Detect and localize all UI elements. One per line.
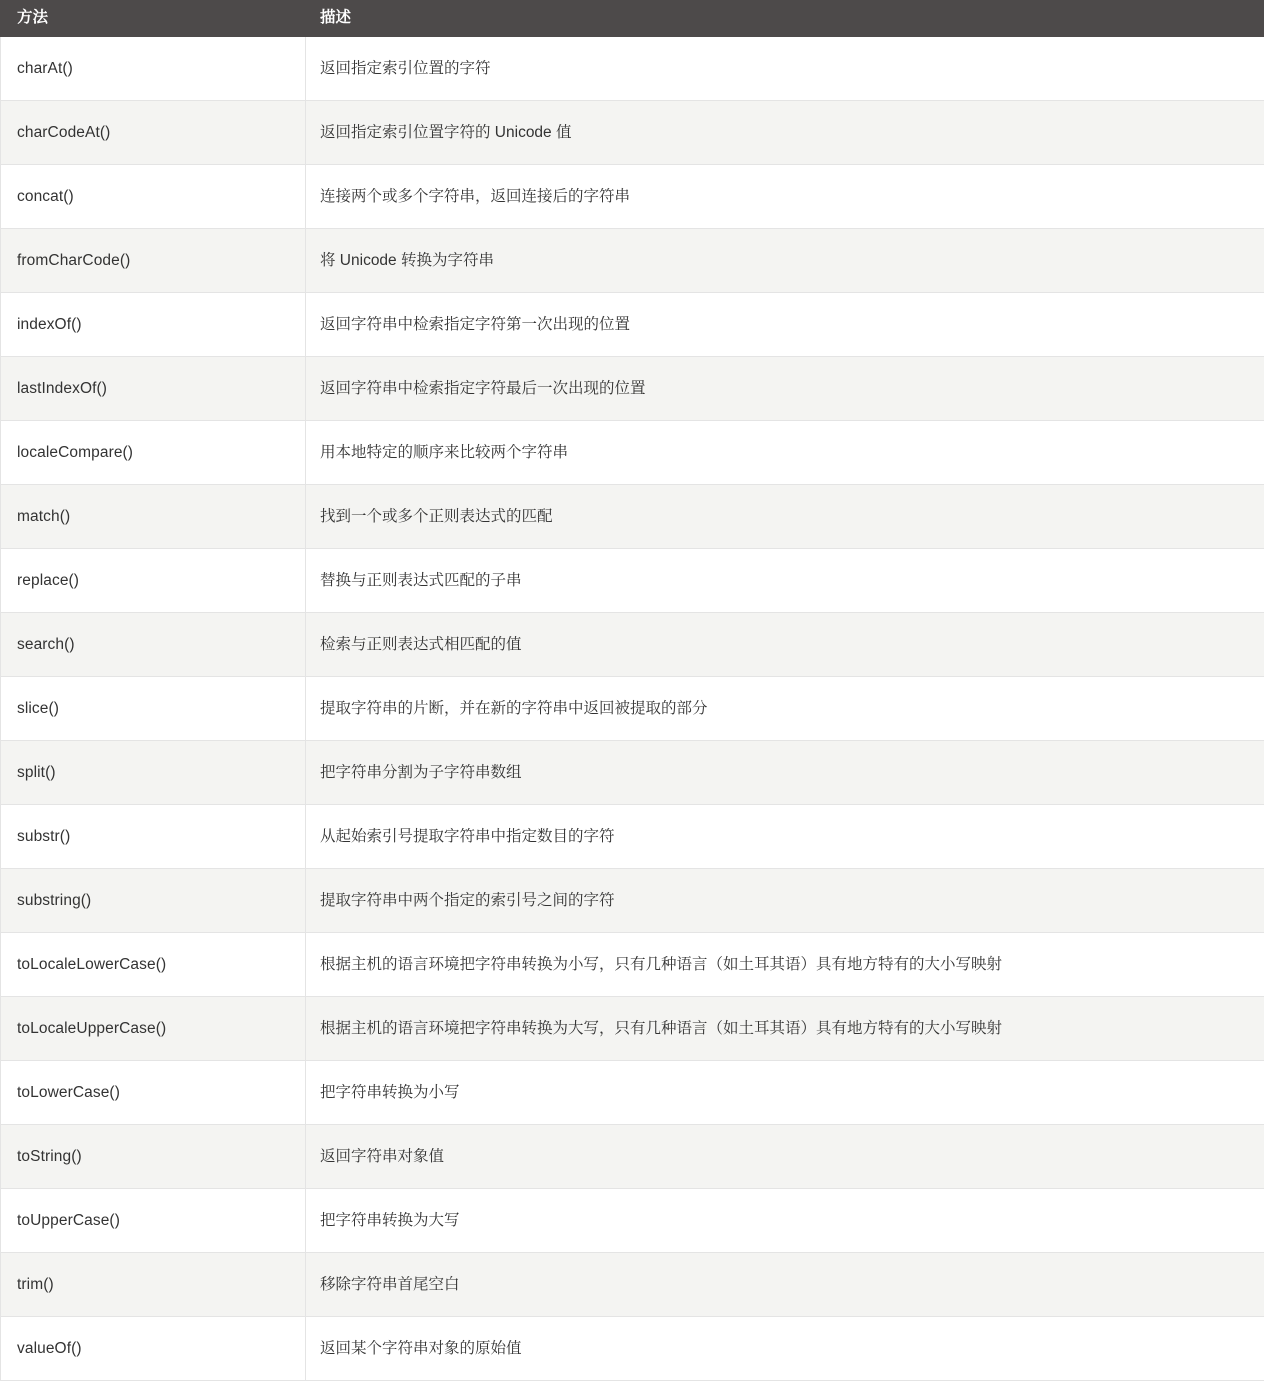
cell-method: toUpperCase() [1,1188,306,1252]
table-row [1,932,1264,996]
cell-description: 返回某个字符串对象的原始值 [306,1316,1264,1380]
cell-description: 返回字符串对象值 [306,1124,1264,1188]
cell-description: 把字符串分割为子字符串数组 [306,740,1264,804]
cell-method: toLowerCase() [1,1060,306,1124]
table-row [1,868,1264,932]
cell-description: 返回指定索引位置的字符 [306,36,1264,100]
cell-method: indexOf() [1,292,306,356]
cell-description: 把字符串转换为小写 [306,1060,1264,1124]
table-header-row [1,1,1264,37]
column-header-method: 方法 [1,1,306,37]
table-row [1,484,1264,548]
cell-description: 将 Unicode 转换为字符串 [306,228,1264,292]
cell-method: match() [1,484,306,548]
cell-description: 把字符串转换为大写 [306,1188,1264,1252]
cell-description: 返回指定索引位置字符的 Unicode 值 [306,100,1264,164]
cell-description: 替换与正则表达式匹配的子串 [306,548,1264,612]
table-row [1,420,1264,484]
table-row [1,676,1264,740]
table-row [1,164,1264,228]
cell-description: 提取字符串的片断，并在新的字符串中返回被提取的部分 [306,676,1264,740]
cell-method: toLocaleUpperCase() [1,996,306,1060]
table-row [1,356,1264,420]
cell-method: fromCharCode() [1,228,306,292]
table-row [1,100,1264,164]
cell-method: lastIndexOf() [1,356,306,420]
cell-method: replace() [1,548,306,612]
cell-description: 连接两个或多个字符串，返回连接后的字符串 [306,164,1264,228]
table-row [1,1060,1264,1124]
table-row [1,548,1264,612]
cell-method: split() [1,740,306,804]
table-body [1,36,1264,1380]
table-row [1,228,1264,292]
cell-method: concat() [1,164,306,228]
column-header-description: 描述 [306,1,1264,37]
table-row [1,292,1264,356]
cell-description: 返回字符串中检索指定字符第一次出现的位置 [306,292,1264,356]
cell-method: trim() [1,1252,306,1316]
cell-description: 检索与正则表达式相匹配的值 [306,612,1264,676]
cell-method: charCodeAt() [1,100,306,164]
cell-method: charAt() [1,36,306,100]
table-row [1,1252,1264,1316]
cell-method: search() [1,612,306,676]
table-header [1,1,1264,37]
cell-method: toLocaleLowerCase() [1,932,306,996]
table-row [1,1316,1264,1380]
cell-method: toString() [1,1124,306,1188]
cell-method: valueOf() [1,1316,306,1380]
table-row [1,804,1264,868]
cell-method: substr() [1,804,306,868]
table-row [1,1188,1264,1252]
cell-description: 提取字符串中两个指定的索引号之间的字符 [306,868,1264,932]
cell-description: 移除字符串首尾空白 [306,1252,1264,1316]
cell-method: substring() [1,868,306,932]
cell-method: localeCompare() [1,420,306,484]
cell-description: 找到一个或多个正则表达式的匹配 [306,484,1264,548]
table-row [1,1124,1264,1188]
cell-description: 用本地特定的顺序来比较两个字符串 [306,420,1264,484]
table-row [1,612,1264,676]
cell-description: 从起始索引号提取字符串中指定数目的字符 [306,804,1264,868]
cell-description: 返回字符串中检索指定字符最后一次出现的位置 [306,356,1264,420]
table-row [1,36,1264,100]
cell-description: 根据主机的语言环境把字符串转换为小写，只有几种语言（如土耳其语）具有地方特有的大小写映射 [306,932,1264,996]
table-row [1,996,1264,1060]
cell-description: 根据主机的语言环境把字符串转换为大写，只有几种语言（如土耳其语）具有地方特有的大小写映射 [306,996,1264,1060]
table-row [1,740,1264,804]
cell-method: slice() [1,676,306,740]
